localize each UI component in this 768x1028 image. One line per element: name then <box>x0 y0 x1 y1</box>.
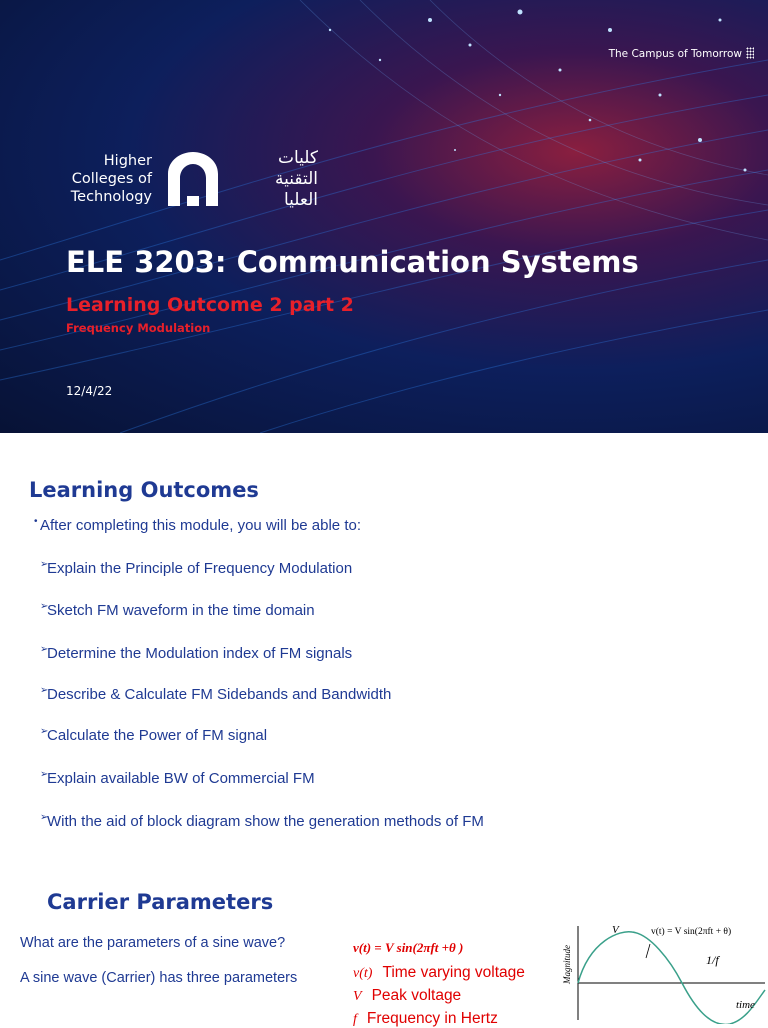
list-item <box>40 685 392 703</box>
definition-item <box>353 1008 498 1028</box>
logo-arabic-line: كليات <box>277 148 318 168</box>
arrow-bullet-icon: ➢ <box>40 726 49 737</box>
list-item <box>40 812 484 830</box>
definition-text: Peak voltage <box>371 987 462 1004</box>
y-axis-label: Magnitude <box>562 945 572 984</box>
arrow-bullet-icon: ➢ <box>40 685 49 696</box>
list-item-text: Explain available BW of Commercial FM <box>47 770 315 787</box>
logo-arabic-line: العليا <box>283 190 318 210</box>
intro-text: After completing this module, you will be able to: <box>40 517 361 534</box>
list-item-text: With the aid of block diagram show the generation methods of FM <box>47 813 484 830</box>
answer-text: A sine wave (Carrier) has three parameters <box>20 970 298 986</box>
logo-line: Higher <box>103 153 152 169</box>
arrow-bullet-icon: ➢ <box>40 769 49 780</box>
list-item <box>40 644 353 662</box>
list-item-text: Explain the Principle of Frequency Modulation <box>47 560 353 577</box>
definition-text: Time varying voltage <box>382 964 525 981</box>
list-item-text: Sketch FM waveform in the time domain <box>47 602 315 619</box>
definition-item <box>353 985 461 1005</box>
hct-logo-text <box>60 152 152 206</box>
learning-outcomes-intro <box>34 516 361 534</box>
list-item <box>40 726 268 744</box>
logo-arabic-line: التقنية <box>274 169 318 189</box>
x-axis-label: time <box>736 999 755 1011</box>
logo-line: Colleges of <box>71 171 152 187</box>
pointer-line <box>646 944 650 958</box>
bullet-icon: • <box>34 516 38 527</box>
arrow-bullet-icon: ➢ <box>40 601 49 612</box>
background-light-streaks <box>0 0 768 433</box>
sine-equation: v(t) = V sin(2πft +θ ) <box>353 940 464 955</box>
topic-label: Frequency Modulation <box>66 321 211 335</box>
peak-label: V <box>612 924 619 936</box>
definition-symbol: f <box>353 1012 357 1027</box>
list-item-text: Calculate the Power of FM signal <box>47 727 268 744</box>
list-item <box>40 601 315 619</box>
course-title: ELE 3203: Communication Systems <box>66 245 639 279</box>
list-item-text: Determine the Modulation index of FM signals <box>47 645 353 662</box>
graph-formula: v(t) = V sin(2πft + θ) <box>651 927 732 937</box>
hct-logo-arabic <box>232 148 318 211</box>
list-item-text: Describe & Calculate FM Sidebands and Bandwidth <box>47 686 392 703</box>
definition-item <box>353 962 525 982</box>
lecture-subtitle: Learning Outcome 2 part 2 <box>66 294 354 316</box>
learning-outcomes-heading: Learning Outcomes <box>29 478 259 502</box>
list-item <box>40 559 353 577</box>
arrow-bullet-icon: ➢ <box>40 644 49 655</box>
slide-date: 12/4/22 <box>66 384 113 398</box>
question-text: What are the parameters of a sine wave? <box>20 935 286 951</box>
arrow-bullet-icon: ➢ <box>40 559 49 570</box>
logo-line: Technology <box>70 189 152 205</box>
period-label: 1/f <box>706 953 719 967</box>
sine-wave-diagram <box>560 920 768 1024</box>
arrow-bullet-icon: ➢ <box>40 812 49 823</box>
definition-text: Frequency in Hertz <box>366 1010 498 1027</box>
title-slide <box>0 0 768 433</box>
definition-symbol: V <box>353 989 362 1004</box>
list-item <box>40 769 315 787</box>
definition-symbol: v(t) <box>353 966 373 981</box>
campus-tagline: The Campus of Tomorrow <box>608 48 742 60</box>
carrier-parameters-heading: Carrier Parameters <box>47 890 274 914</box>
hct-arch-logo-icon <box>165 150 221 208</box>
dots-icon <box>746 47 754 59</box>
